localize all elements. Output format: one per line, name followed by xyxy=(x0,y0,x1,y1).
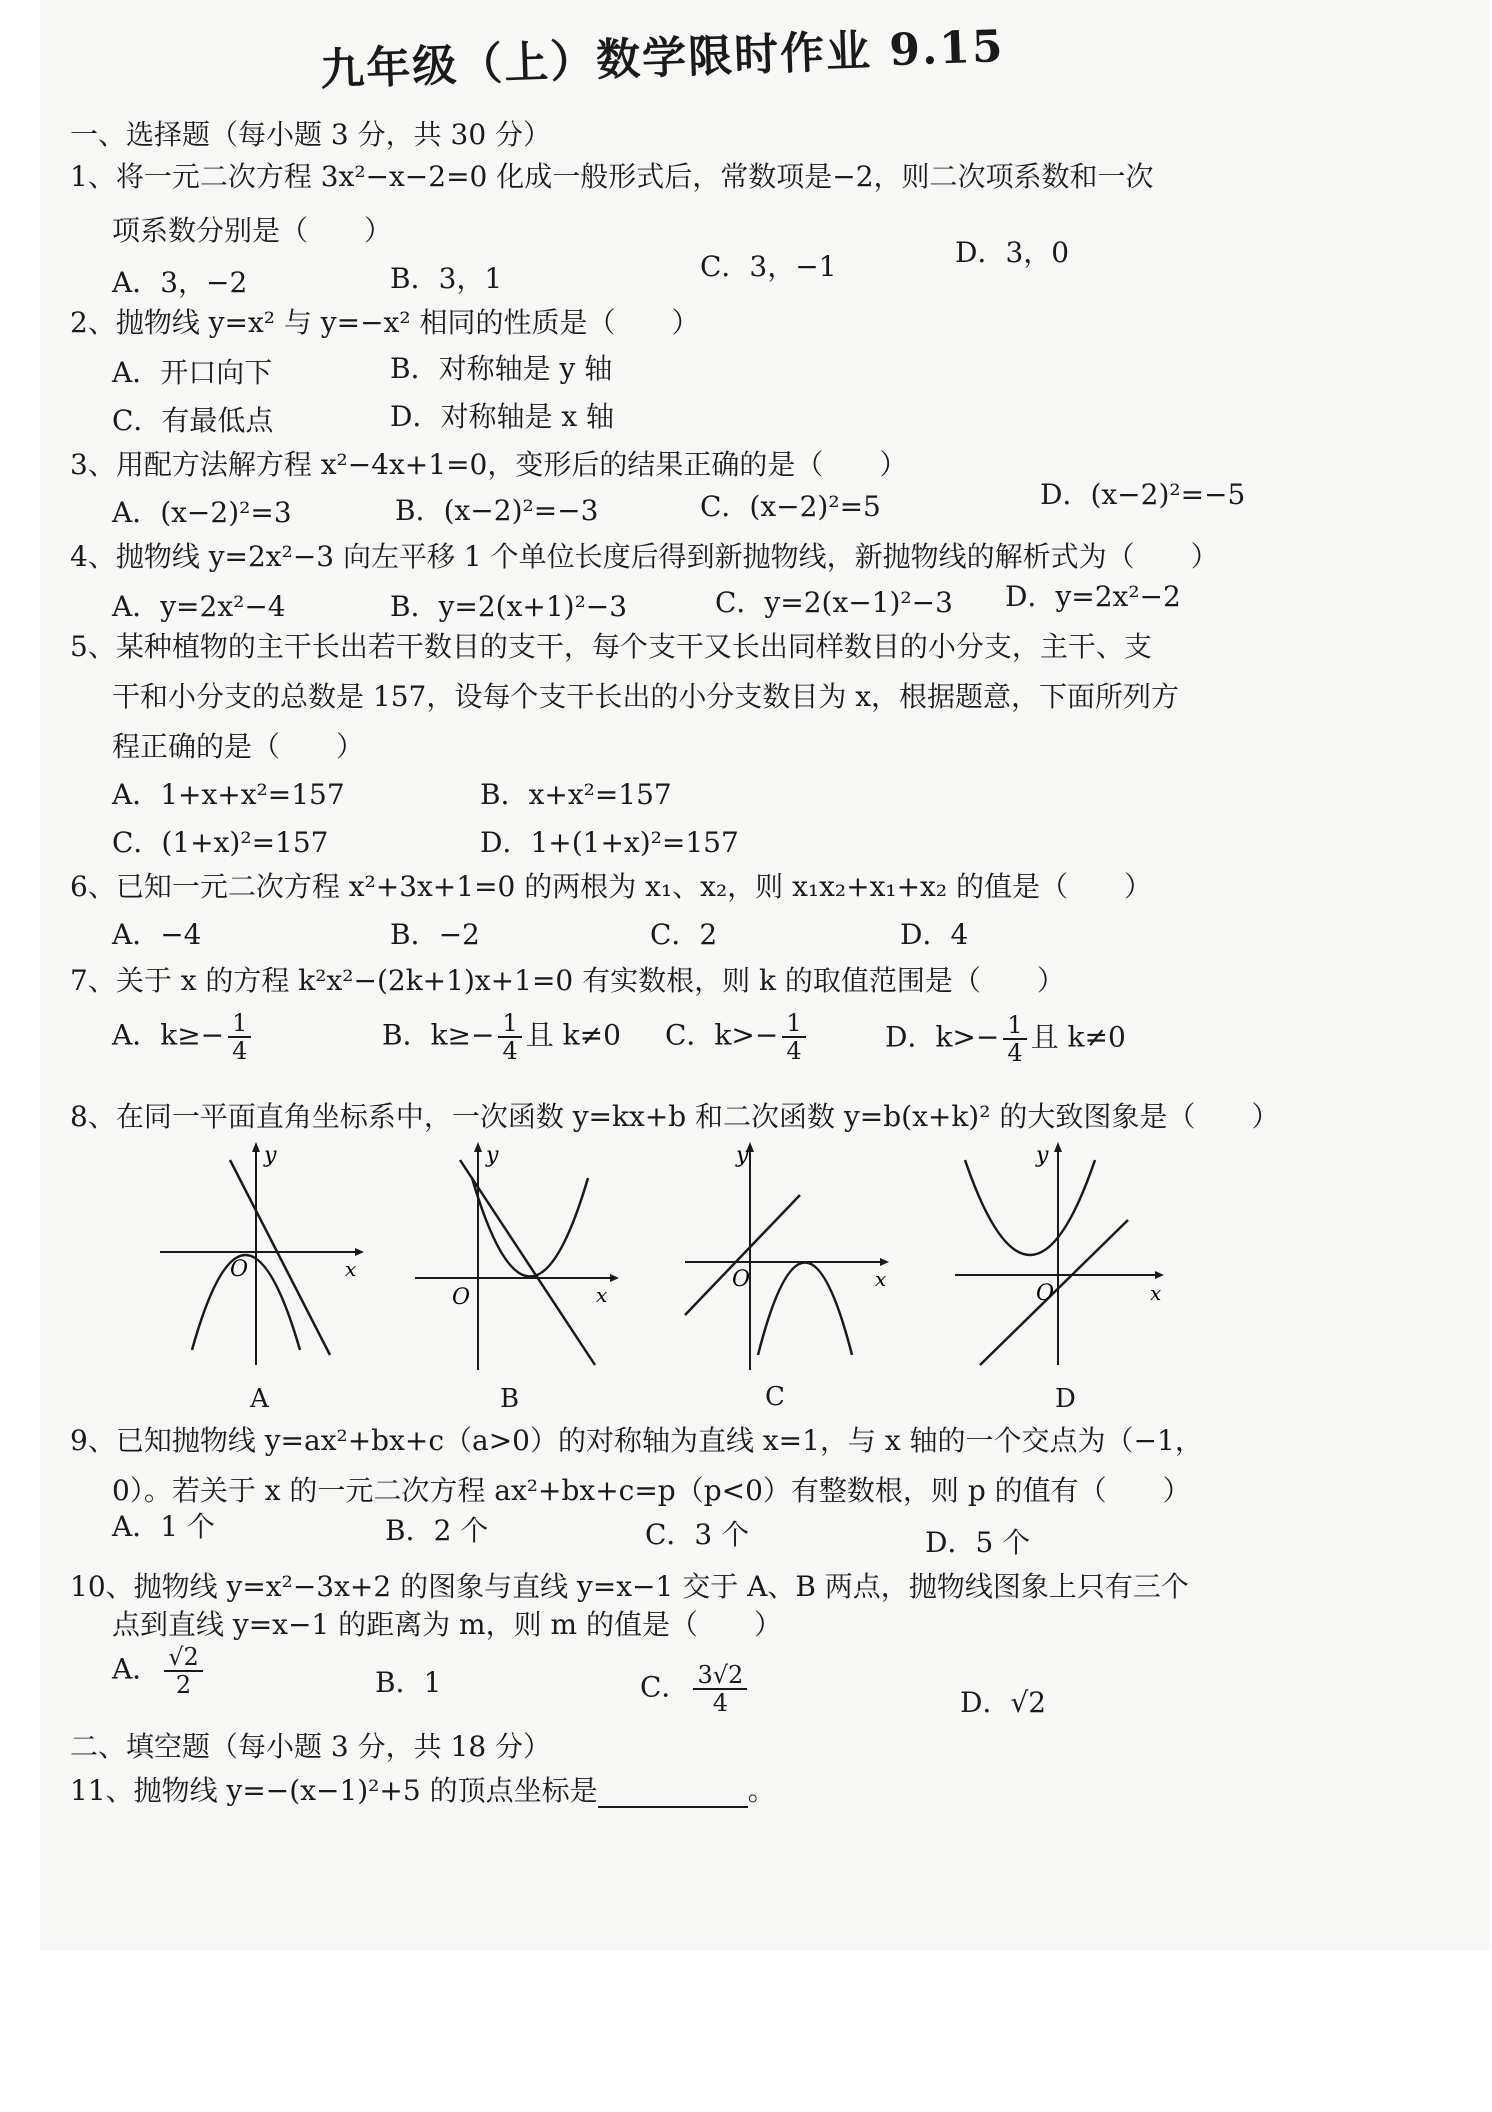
q1-stem-line1: 1、将一元二次方程 3x²−x−2=0 化成一般形式后，常数项是−2，则二次项系数和一次 xyxy=(70,160,1154,193)
q1-option-b: B．3，1 xyxy=(390,262,503,295)
q2-stem: 2、抛物线 y=x² 与 y=−x² 相同的性质是（ ） xyxy=(70,306,700,339)
answer-blank[interactable] xyxy=(598,1780,748,1808)
fraction: $\frac{1}{4}$ xyxy=(498,1010,521,1064)
y-axis-label: y xyxy=(736,1143,749,1168)
q5-stem-line2: 干和小分支的总数是 157，设每个支干长出的小分支数目为 x，根据题意，下面所列方 xyxy=(112,680,1180,713)
q2-option-a: A．开口向下 xyxy=(112,356,273,389)
graph-b xyxy=(410,1140,630,1380)
origin-label: O xyxy=(732,1267,751,1292)
q5-stem-line1: 5、某种植物的主干长出若干数目的支干，每个支干又长出同样数目的小分支，主干、支 xyxy=(70,630,1152,663)
x-axis-label: x xyxy=(345,1257,357,1281)
q8-stem: 8、在同一平面直角坐标系中，一次函数 y=kx+b 和二次函数 y=b(x+k)² 的大致图象是（ ） xyxy=(70,1100,1280,1133)
y-axis-arrow xyxy=(474,1142,482,1152)
q6-stem: 6、已知一元二次方程 x²+3x+1=0 的两根为 x₁、x₂，则 x₁x₂+x₁+x₂ 的值是（ ） xyxy=(70,870,1152,903)
q4-option-b: B．y=2(x+1)²−3 xyxy=(390,590,628,623)
q11-stem: 11、抛物线 y=−(x−1)²+5 的顶点坐标是 。 xyxy=(70,1774,776,1807)
q5-stem-line3: 程正确的是（ ） xyxy=(112,730,365,763)
origin-label: O xyxy=(452,1285,471,1310)
q3-stem: 3、用配方法解方程 x²−4x+1=0，变形后的结果正确的是（ ） xyxy=(70,448,908,481)
q10-stem-line1: 10、抛物线 y=x²−3x+2 的图象与直线 y=x−1 交于 A、B 两点，抛物线图象上只有三个 xyxy=(70,1570,1189,1603)
q10-option-c: C． $\frac{3√2}{4}$ xyxy=(640,1662,751,1716)
q5-option-a: A．1+x+x²=157 xyxy=(112,778,345,811)
q9-option-b: B．2 个 xyxy=(385,1514,489,1547)
y-axis-arrow xyxy=(252,1142,260,1152)
q7-option-a: A．k≥− $\frac{1}{4}$ xyxy=(112,1010,255,1064)
q6-option-b: B．−2 xyxy=(390,918,480,951)
graph-d xyxy=(950,1140,1170,1380)
line-graph xyxy=(460,1160,595,1365)
y-axis-arrow xyxy=(1054,1142,1062,1152)
q7-stem: 7、关于 x 的方程 k²x²−(2k+1)x+1=0 有实数根，则 k 的取值范围是（ ） xyxy=(70,964,1065,997)
graph-b-label: B xyxy=(500,1384,520,1414)
q1-stem-line2: 项系数分别是（ ） xyxy=(112,214,393,247)
origin-label: O xyxy=(1036,1281,1055,1306)
q5-option-d: D．1+(1+x)²=157 xyxy=(480,826,739,859)
q10-option-b: B．1 xyxy=(375,1666,442,1699)
q4-stem: 4、抛物线 y=2x²−3 向左平移 1 个单位长度后得到新抛物线，新抛物线的解析式为（ ） xyxy=(70,540,1219,573)
x-axis-label: x xyxy=(596,1283,608,1307)
fraction: $\frac{1}{4}$ xyxy=(228,1010,251,1064)
q7-option-d: D．k>− $\frac{1}{4}$ 且 k≠0 xyxy=(885,1011,1126,1067)
x-axis-label: x xyxy=(1150,1281,1162,1305)
section-heading-fill-in: 二、填空题（每小题 3 分，共 18 分） xyxy=(70,1730,552,1763)
graph-c-label: C xyxy=(765,1382,785,1412)
q10-stem-line2: 点到直线 y=x−1 的距离为 m，则 m 的值是（ ） xyxy=(112,1608,782,1641)
q9-stem-line1: 9、已知抛物线 y=ax²+bx+c（a>0）的对称轴为直线 x=1，与 x 轴的一个交点为（−1， xyxy=(70,1424,1203,1457)
q2-option-c: C．有最低点 xyxy=(112,404,274,437)
parabola-graph xyxy=(472,1178,588,1277)
q5-option-b: B．x+x²=157 xyxy=(480,778,672,811)
graph-d-label: D xyxy=(1055,1384,1076,1414)
q6-option-a: A．−4 xyxy=(112,918,202,951)
origin-label: O xyxy=(230,1257,249,1282)
q4-option-c: C．y=2(x−1)²−3 xyxy=(715,586,953,619)
fraction: $\frac{3√2}{4}$ xyxy=(693,1662,747,1716)
y-axis-label: y xyxy=(486,1143,499,1168)
x-axis-label: x xyxy=(875,1267,887,1291)
q1-option-d: D．3，0 xyxy=(955,236,1070,269)
x-axis-arrow xyxy=(880,1258,889,1266)
q6-option-d: D．4 xyxy=(900,918,969,951)
section-heading-choice: 一、选择题（每小题 3 分，共 30 分） xyxy=(70,118,552,151)
fraction: $\frac{√2}{2}$ xyxy=(164,1644,203,1698)
q9-option-c: C．3 个 xyxy=(645,1518,750,1551)
q10-option-a: A． $\frac{√2}{2}$ xyxy=(112,1644,207,1698)
q3-option-d: D．(x−2)²=−5 xyxy=(1040,478,1246,511)
q2-option-d: D．对称轴是 x 轴 xyxy=(390,400,615,433)
q9-option-a: A．1 个 xyxy=(112,1510,215,1543)
fraction: $\frac{1}{4}$ xyxy=(1003,1012,1026,1066)
q9-option-d: D．5 个 xyxy=(925,1526,1031,1559)
fraction: $\frac{1}{4}$ xyxy=(782,1010,805,1064)
page-title: 九年级（上）数学限时作业 9.15 xyxy=(319,21,1006,96)
q9-stem-line2: 0）。若关于 x 的一元二次方程 ax²+bx+c=p（p<0）有整数根，则 p 的值有（ ） xyxy=(112,1474,1191,1507)
x-axis-arrow xyxy=(355,1248,364,1256)
y-axis-label: y xyxy=(264,1143,277,1168)
x-axis-arrow xyxy=(1155,1271,1164,1279)
parabola-graph xyxy=(758,1263,852,1356)
q2-option-b: B．对称轴是 y 轴 xyxy=(390,352,613,385)
q3-option-a: A．(x−2)²=3 xyxy=(112,496,292,529)
parabola-graph xyxy=(965,1160,1095,1255)
q7-option-b: B．k≥− $\frac{1}{4}$ 且 k≠0 xyxy=(382,1009,621,1065)
q4-option-a: A．y=2x²−4 xyxy=(112,590,286,623)
q10-option-d: D．√2 xyxy=(960,1686,1047,1719)
x-axis-arrow xyxy=(610,1274,619,1282)
q6-option-c: C．2 xyxy=(650,918,718,951)
q4-option-d: D．y=2x²−2 xyxy=(1005,580,1181,613)
line-graph xyxy=(685,1195,800,1315)
graph-a xyxy=(150,1140,370,1380)
q5-option-c: C．(1+x)²=157 xyxy=(112,826,329,859)
q7-option-c: C．k>− $\frac{1}{4}$ xyxy=(665,1010,810,1064)
graph-c xyxy=(680,1140,900,1380)
graph-a-label: A xyxy=(250,1384,269,1414)
q1-option-c: C．3，−1 xyxy=(700,250,837,283)
q3-option-b: B．(x−2)²=−3 xyxy=(395,494,599,527)
q1-option-a: A．3，−2 xyxy=(112,266,248,299)
y-axis-label: y xyxy=(1036,1143,1049,1168)
q3-option-c: C．(x−2)²=5 xyxy=(700,490,881,523)
